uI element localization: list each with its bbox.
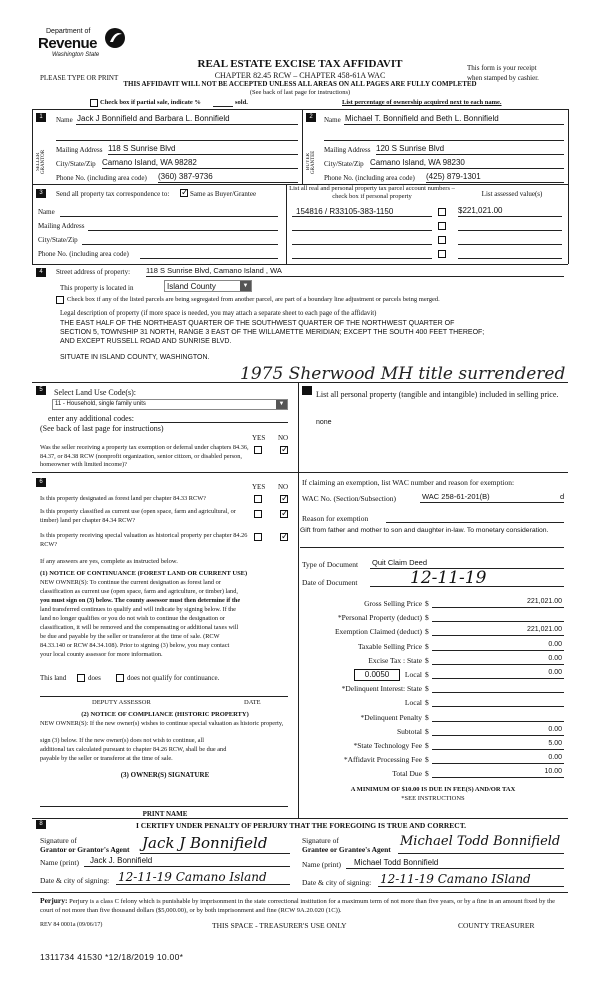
cont-title: (1) NOTICE OF CONTINUANCE (FOREST LAND OR CURRENT USE) xyxy=(40,570,248,577)
rev-number: REV 84 0001a (09/06/17) xyxy=(40,922,103,928)
s6-q2-yes-checkbox[interactable] xyxy=(254,510,262,518)
does-checkbox[interactable] xyxy=(77,674,85,682)
seller-mailing[interactable]: 118 S Sunrise Blvd xyxy=(108,144,176,153)
sold-label: sold. xyxy=(235,99,248,106)
s6-no: NO xyxy=(278,483,289,491)
tax-row-dollar: $ xyxy=(425,755,429,765)
grantor-sig-label-2: Grantor or Grantor's Agent xyxy=(40,845,130,854)
s3-phone-label: Phone No. (including area code) xyxy=(38,250,129,258)
seller-side-label: SELLER GRANTOR xyxy=(36,149,46,175)
legal-line-3: AND EXCEPT RUSSELL ROAD AND SUNRISE BLVD. xyxy=(60,338,232,345)
print-name-label: PRINT NAME xyxy=(142,810,188,818)
tax-row-value[interactable]: 0.00 xyxy=(548,640,562,648)
section-1-marker: 1 xyxy=(36,113,46,122)
wac-label: WAC No. (Section/Subsection) xyxy=(302,494,396,503)
parcel-personal-checkbox-4[interactable] xyxy=(438,250,446,258)
section-6-marker: 6 xyxy=(36,478,46,487)
minimum-note: A MINIMUM OF $10.00 IS DUE IN FEE(S) AND/OR TAX xyxy=(350,786,516,793)
tax-row-dollar: $ xyxy=(425,726,429,736)
s5-q1: Was the seller receiving a property tax exemption or deferral under chapters 84.36, 84.37, or 84.38 RCW (nonprofit organization, senior citizen, or disabled person, homeowner with limited income)? xyxy=(40,444,249,468)
claim-label: If claiming an exemption, list WAC number and reason for exemption: xyxy=(302,478,515,487)
cont-body-8: 84.33.140 or RCW 84.34.108). Prior to signing (3) below, you may contact xyxy=(40,642,230,649)
segregated-label: Check box if any of the listed parcels are being segregated from another parcel, are part of a boundary line adjustment or parcels being merged. xyxy=(67,296,440,303)
cont-body-1: NEW OWNER(S): To continue the current designation as forest land or xyxy=(40,579,221,586)
land-use-select[interactable] xyxy=(52,399,288,410)
tax-row-label: Exemption Claimed (deduct) xyxy=(334,627,422,637)
buyer-city[interactable]: Camano Island, WA 98230 xyxy=(370,158,465,167)
treasurer-use: THIS SPACE - TREASURER'S USE ONLY xyxy=(212,921,347,930)
tax-row-value[interactable]: 5.00 xyxy=(548,740,562,747)
s5-q1-yes-checkbox[interactable] xyxy=(254,446,262,454)
comp-body-4: payable by the seller or transferor at the time of sale. xyxy=(40,755,173,762)
cont-body-7: be due and payable by the seller or transferor at the time of sale. (RCW xyxy=(40,633,220,640)
same-as-label: Same as Buyer/Grantee xyxy=(190,190,257,198)
perjury-line-2: a fine in an amount fixed by the court of not more than five thousand dollars ($5,000.00), or by both imprisonment and fine (RCW 9A.20.020 (1C)). xyxy=(40,898,556,914)
cont-body-3: you must sign on (3) below. The county assessor must then determine if the xyxy=(40,597,241,604)
seller-city-label: City/State/Zip xyxy=(56,160,96,168)
tax-row-dollar: $ xyxy=(425,655,429,665)
see-instructions: *SEE INSTRUCTIONS xyxy=(401,795,465,802)
reason-label: Reason for exemption xyxy=(302,514,369,523)
section-2-marker: 2 xyxy=(306,113,316,122)
dept-line1: Department of xyxy=(46,28,91,35)
perjury-text xyxy=(40,896,568,915)
buyer-mailing[interactable]: 120 S Sunrise Blvd xyxy=(376,144,445,153)
grantor-name-label: Name (print) xyxy=(40,858,79,867)
grantor-date[interactable]: 12-11-19 Camano Island xyxy=(118,870,267,884)
parcel-number[interactable]: 154816 / R33105-383-1150 xyxy=(296,207,394,216)
parcel-personal-checkbox-3[interactable] xyxy=(438,236,446,244)
perjury-bold: Perjury: xyxy=(40,896,68,905)
tax-row-dollar: $ xyxy=(425,712,429,722)
section-5-marker: 5 xyxy=(36,386,46,395)
s5-yes: YES xyxy=(252,434,266,442)
land-use-value: 11 - Household, single family units xyxy=(55,401,146,407)
buyer-side-label: BUYER GRANTEE xyxy=(306,150,316,174)
section-8-marker: 8 xyxy=(36,820,46,829)
perjury-line-1: Perjury is a class C felony which is punishable by imprisonment in the state correctional institution for a maximum term of not more than five years, or by xyxy=(69,898,471,905)
county-value: Island County xyxy=(167,282,216,291)
buyer-mailing-label: Mailing Address xyxy=(324,146,371,154)
buyer-name[interactable]: Michael T. Bonnifield and Beth L. Bonnifield xyxy=(345,114,499,123)
parcel-personal-checkbox-1[interactable] xyxy=(438,208,446,216)
street-label: Street address of property: xyxy=(56,268,131,276)
cont-body-2: classification as current use (open space, farm and agriculture, or timber) land, xyxy=(40,588,238,595)
tax-row-value[interactable]: 0.00 xyxy=(548,654,562,662)
if-yes-note: If any answers are yes, complete as instructed below. xyxy=(40,558,178,565)
tax-row-label: Gross Selling Price xyxy=(364,599,422,608)
parcel-personal-checkbox-2[interactable] xyxy=(438,222,446,230)
legal-line-2: SECTION 5, TOWNSHIP 31 NORTH, RANGE 3 EAST OF THE WILLAMETTE MERIDIAN; EXCEPT THE SOUTH 400 FEET THEREOF; xyxy=(60,329,485,336)
s6-q3-yes-checkbox[interactable] xyxy=(254,533,262,541)
s5-no: NO xyxy=(278,434,289,442)
tax-row-dollar: $ xyxy=(425,741,429,750)
s3-mailing-label: Mailing Address xyxy=(38,222,85,230)
s6-q1-no-checkbox[interactable]: ✓ xyxy=(281,493,289,503)
tax-row-dollar: $ xyxy=(425,684,429,694)
please-type: PLEASE TYPE OR PRINT xyxy=(40,74,119,82)
seller-mailing-label: Mailing Address xyxy=(56,146,103,154)
form-subtitle: CHAPTER 82.45 RCW – CHAPTER 458-61A WAC xyxy=(214,71,386,80)
tax-row-dollar: $ xyxy=(425,627,429,637)
tax-row-value[interactable]: 0.00 xyxy=(548,725,562,733)
cont-body-5: land no longer qualifies or you do not wish to continue the designation or xyxy=(40,615,225,622)
tax-row-label: Total Due xyxy=(392,769,422,779)
situate: SITUATE IN ISLAND COUNTY, WASHINGTON. xyxy=(60,354,210,361)
doc-date-value[interactable]: 12-11-19 xyxy=(410,568,487,588)
s3-name-label: Name xyxy=(38,208,55,216)
seller-city[interactable]: Camano Island, WA 98282 xyxy=(102,158,197,167)
tax-row-label: *Delinquent Interest: State xyxy=(341,684,422,694)
grantor-name[interactable]: Jack J. Bonnifield xyxy=(90,856,153,865)
doc-date-label: Date of Document xyxy=(302,578,358,587)
land-use-label: Select Land Use Code(s): xyxy=(54,388,136,397)
same-as-checkbox[interactable]: ✓ xyxy=(181,187,189,197)
seller-phone-label: Phone No. (including area code) xyxy=(56,174,147,182)
seller-phone[interactable]: (360) 387-9736 xyxy=(158,172,213,181)
segregated-checkbox[interactable] xyxy=(56,296,64,304)
grantee-date[interactable]: 12-11-19 Camano ISland xyxy=(380,872,531,886)
ownership-note: List percentage of ownership acquired next to each name. xyxy=(342,99,502,106)
reason-value[interactable]: Gift from father and mother to son and daughter in-law. To monetary consideration. xyxy=(300,527,549,534)
buyer-phone-label: Phone No. (including area code) xyxy=(324,174,415,182)
send-label: Send all property tax correspondence to: xyxy=(56,190,170,198)
tax-row-label: *Personal Property (deduct) xyxy=(337,613,422,623)
tax-row-label: Excise Tax : State xyxy=(368,655,422,665)
personal-property-label: List all personal property (tangible and intangible) included in selling price. xyxy=(316,390,559,399)
s5-see-back: (See back of last page for instructions) xyxy=(40,424,164,433)
seller-name-label: Name xyxy=(56,116,73,124)
grantor-signature[interactable]: Jack J Bonnifield xyxy=(142,834,268,852)
certify-text: I CERTIFY UNDER PENALTY OF PERJURY THAT THE FOREGOING IS TRUE AND CORRECT. xyxy=(136,821,467,830)
comp-body-1: NEW OWNER(S): If the new owner(s) wishes to continue special valuation as historic property, xyxy=(40,720,284,727)
comp-title: (2) NOTICE OF COMPLIANCE (HISTORIC PROPERTY) xyxy=(81,711,249,718)
tax-row-label: Local xyxy=(404,698,422,708)
does-label: does xyxy=(88,674,101,682)
tax-row-label: Taxable Selling Price xyxy=(357,641,422,651)
dept-line3: Washington State xyxy=(52,52,100,58)
s3-city-label: City/State/Zip xyxy=(38,236,78,244)
grantee-date-label: Date & city of signing: xyxy=(302,878,372,887)
buyer-phone[interactable]: (425) 879-1301 xyxy=(426,172,481,181)
tax-row-label: *Delinquent Penalty xyxy=(360,712,422,722)
wac-value[interactable]: WAC 258-61-201(B) xyxy=(422,492,490,501)
personal-property-value[interactable]: none xyxy=(316,419,332,426)
county-treasurer: COUNTY TREASURER xyxy=(458,921,535,930)
tax-row-value[interactable]: 221,021.00 xyxy=(526,626,562,634)
wa-swoosh-icon xyxy=(102,26,128,50)
recording-stamp: 1311734 41530 *12/18/2019 10.00* xyxy=(40,952,184,962)
partial-sale-label: Check box if partial sale, indicate % xyxy=(100,99,201,106)
receipt-2: when stamped by cashier. xyxy=(467,74,539,82)
tax-row-value[interactable]: 0.00 xyxy=(548,754,562,762)
chevron-down-icon: ▼ xyxy=(276,400,287,409)
legal-label: Legal description of property (if more space is needed, you may attach a separate sheet to each page of the affidavit) xyxy=(60,310,377,317)
county-select[interactable] xyxy=(164,280,252,292)
s6-yes: YES xyxy=(252,483,266,491)
chevron-down-icon: ▼ xyxy=(240,281,251,291)
grantee-name-label: Name (print) xyxy=(302,860,341,869)
tax-row-dollar: $ xyxy=(425,641,429,651)
tax-row-label: Local xyxy=(404,670,422,679)
section-4-marker: 4 xyxy=(36,268,46,277)
tax-row-value[interactable]: 10.00 xyxy=(544,768,562,776)
dept-line2: Revenue xyxy=(38,35,98,52)
cont-body-9: your local county assessor for more information. xyxy=(40,651,163,658)
s6-q3-no-checkbox[interactable]: ✓ xyxy=(281,531,289,541)
s6-q2: Is this property classified as current use (open space, farm and agricultural, or timber) land per chapter 84.34 RCW? xyxy=(40,508,236,524)
deputy-label: DEPUTY ASSESSOR xyxy=(92,699,151,706)
tax-row-dollar: $ xyxy=(425,670,429,679)
tax-row-label: *State Technology Fee xyxy=(353,741,422,750)
date-label: DATE xyxy=(244,699,261,706)
s5-q1-no-checkbox[interactable]: ✓ xyxy=(281,444,289,454)
receipt-1: This form is your receipt xyxy=(467,64,537,72)
form-title: REAL ESTATE EXCISE TAX AFFIDAVIT xyxy=(197,58,403,70)
grantee-sig-label-2: Grantee or Grantee's Agent xyxy=(302,845,391,854)
cont-body-4: land transferred continues to qualify and will indicate by signing below. If the xyxy=(40,606,236,613)
grantee-name[interactable]: Michael Todd Bonnifield xyxy=(354,858,439,867)
buyer-city-label: City/State/Zip xyxy=(324,160,364,168)
assessed-header: List assessed value(s) xyxy=(481,190,543,198)
form-see-back: (See back of last page for instructions) xyxy=(249,89,351,96)
legal-line-1: THE EAST HALF OF THE NORTHEAST QUARTER OF THE SOUTHWEST QUARTER OF THE NORTHWEST QUARTER OF xyxy=(60,320,455,327)
tax-row-dollar: $ xyxy=(425,599,429,608)
comp-body-3: additional tax calculated pursuant to chapter 84.26 RCW, shall be due and xyxy=(40,746,227,753)
additional-codes-label: enter any additional codes: xyxy=(48,414,134,423)
partial-sale-checkbox[interactable] xyxy=(90,99,98,107)
handwritten-note: 1975 Sherwood MH title surrendered xyxy=(240,364,566,384)
doc-type-value[interactable]: Quit Claim Deed xyxy=(372,558,428,567)
section-3-marker: 3 xyxy=(36,189,46,198)
local-rate-box[interactable]: 0.0050 xyxy=(354,669,400,681)
tax-row-label: *Affidavit Processing Fee xyxy=(343,755,422,765)
does-not-label: does not qualify for continuance. xyxy=(127,674,220,682)
s6-q3: Is this property receiving special valuation as historical property per chapter 84.26 RCW? xyxy=(40,532,248,548)
grantor-sig-label-1: Signature of xyxy=(40,836,77,845)
grantor-date-label: Date & city of signing: xyxy=(40,876,110,885)
land-label: This land xyxy=(40,674,67,682)
wac-suffix: d xyxy=(560,492,565,501)
buyer-name-label: Name xyxy=(324,116,341,124)
owner-sig-label: (3) OWNER(S) SIGNATURE xyxy=(120,771,210,779)
section-7-marker xyxy=(302,386,312,395)
does-not-checkbox[interactable] xyxy=(116,674,124,682)
grantee-sig-label-1: Signature of xyxy=(302,836,339,845)
tax-row-dollar: $ xyxy=(425,613,429,623)
tax-row-dollar: $ xyxy=(425,698,429,708)
tax-row-label: Subtotal xyxy=(396,726,422,736)
s6-q1-yes-checkbox[interactable] xyxy=(254,495,262,503)
s6-q2-no-checkbox[interactable]: ✓ xyxy=(281,508,289,518)
dor-logo xyxy=(38,26,130,70)
street-address[interactable]: 118 S Sunrise Blvd, Camano Island , WA xyxy=(146,266,282,275)
grantee-signature[interactable]: Michael Todd Bonnifield xyxy=(400,834,561,849)
assessed-value[interactable]: $221,021.00 xyxy=(458,206,503,215)
doc-type-label: Type of Document xyxy=(302,560,359,569)
parcel-header: List all real and personal property tax parcel account numbers – check box if personal property xyxy=(289,185,455,200)
tax-row-value[interactable]: 221,021.00 xyxy=(526,598,562,605)
comp-body-2: sign (3) below. If the new owner(s) does not wish to continue, all xyxy=(40,737,204,744)
located-label: This property is located in xyxy=(60,284,134,292)
s6-q1: Is this property designated as forest land per chapter 84.33 RCW? xyxy=(40,495,206,502)
seller-name[interactable]: Jack J Bonnifield and Barbara L. Bonnifield xyxy=(77,114,230,123)
form-warning: THIS AFFIDAVIT WILL NOT BE ACCEPTED UNLESS ALL AREAS ON ALL PAGES ARE FULLY COMPLETED xyxy=(123,80,477,88)
cont-body-6: classification, it will be removed and the compensating or additional taxes will xyxy=(40,624,239,631)
tax-row-value[interactable]: 0.00 xyxy=(548,669,562,676)
tax-row-dollar: $ xyxy=(425,769,429,779)
